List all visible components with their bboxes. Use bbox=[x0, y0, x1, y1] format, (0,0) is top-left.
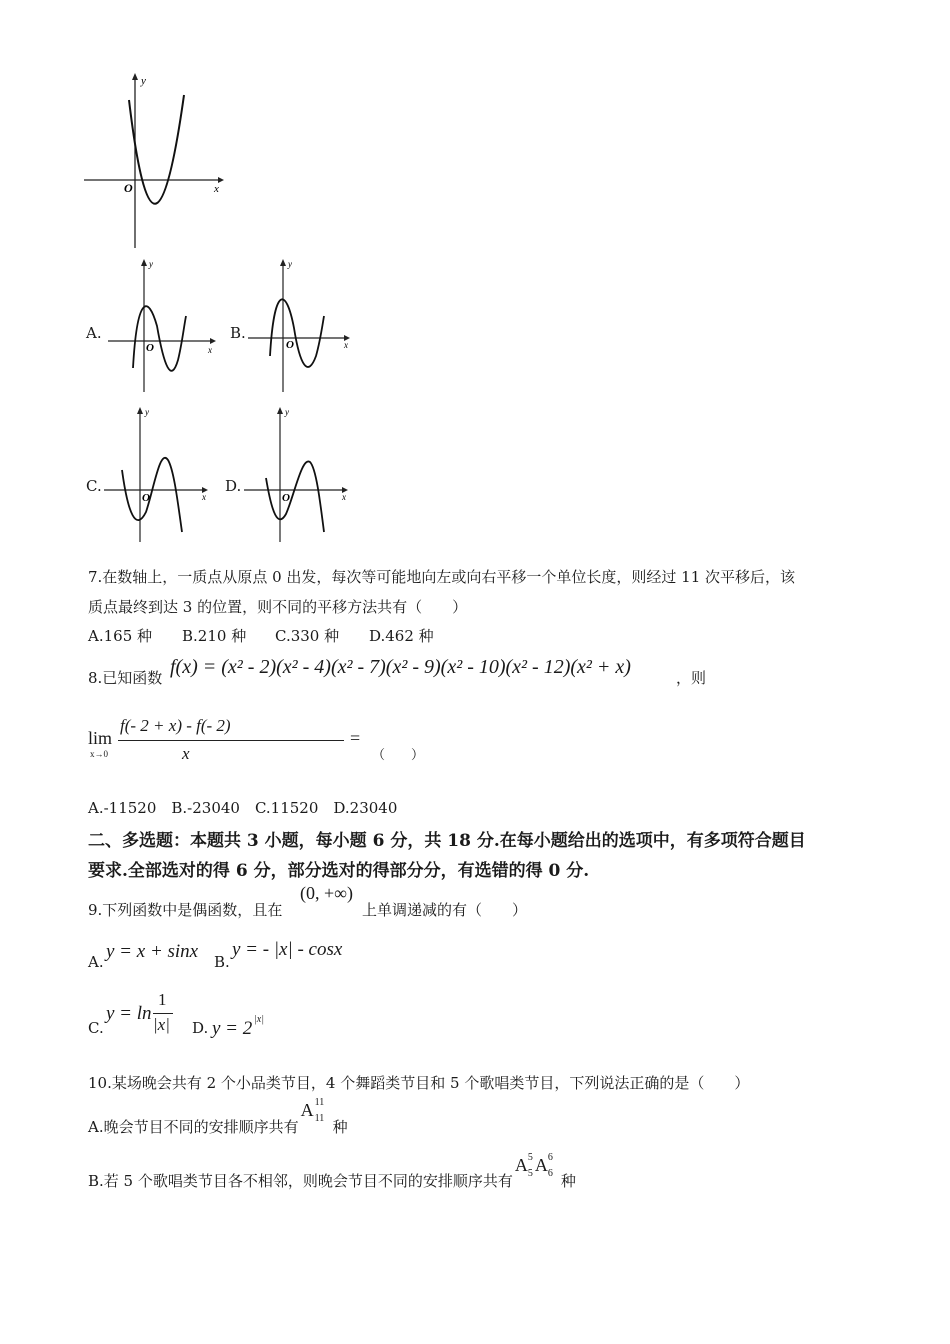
q9-option-c-label: C. bbox=[88, 1019, 104, 1037]
option-b-graph bbox=[246, 256, 358, 396]
q9-option-c-formula: y = ln bbox=[106, 1003, 152, 1024]
q9-suffix: 上单调递减的有（ ） bbox=[362, 901, 528, 919]
q8-options: A.-11520 B.-23040 C.11520 D.23040 bbox=[88, 799, 398, 817]
q9-option-b-label: B. bbox=[214, 953, 230, 971]
q7-line2: 质点最终到达 3 的位置，则不同的平移方法共有（ ） bbox=[88, 598, 468, 616]
parabola-curve bbox=[129, 95, 184, 204]
section2-line1: 二、多选题：本题共 3 小题，每小题 6 分，共 18 分.在每小题给出的选项中，有多项符合题目 bbox=[88, 831, 806, 851]
option-c-label: C. bbox=[86, 477, 102, 495]
q9-option-c-fraction-bar bbox=[153, 1013, 173, 1014]
svg-text:x: x bbox=[208, 345, 212, 355]
q7-option-c: C.330 种 bbox=[275, 627, 340, 645]
svg-text:O: O bbox=[146, 342, 154, 354]
q9-option-c-numerator: 1 bbox=[158, 990, 167, 1009]
q9-option-b-formula: y = - |x| - cosx bbox=[232, 939, 343, 960]
q9-option-c-denominator: |x| bbox=[153, 1015, 170, 1034]
q7-line1: 7.在数轴上，一质点从原点 0 出发，每次等可能地向左或向右平移一个单位长度，则经过 11 次平移后，该 bbox=[88, 568, 796, 586]
q9-prefix: 9.下列函数中是偶函数，且在 bbox=[88, 901, 283, 919]
q8-suffix: ，则 bbox=[676, 669, 707, 687]
q10-option-b: B.若 5 个歌唱类节目各不相邻，则晚会节目不同的安排顺序共有 A 5 5 A 6 6 种 bbox=[88, 1152, 576, 1190]
limit-symbol: lim bbox=[88, 728, 113, 748]
option-a-graph bbox=[106, 256, 218, 396]
option-d-curve bbox=[266, 461, 324, 532]
q9-option-a-formula: y = x + sinx bbox=[106, 941, 199, 962]
q9-interval: (0, +∞) bbox=[300, 883, 353, 903]
q9-option-a-label: A. bbox=[88, 953, 104, 971]
option-d-label: D. bbox=[225, 477, 242, 495]
q7-option-b: B.210 种 bbox=[182, 627, 247, 645]
option-b-label: B. bbox=[230, 324, 246, 342]
svg-text:y: y bbox=[145, 407, 149, 417]
q8-blank: （ ） bbox=[372, 748, 425, 763]
q10-option-b-text: B.若 5 个歌唱类节目各不相邻，则晚会节目不同的安排顺序共有 bbox=[88, 1172, 513, 1190]
option-c-graph bbox=[102, 404, 214, 546]
svg-text:x: x bbox=[202, 492, 206, 502]
limit-numerator: f(- 2 + x) - f(- 2) bbox=[120, 716, 231, 735]
section2-line2: 要求.全部选对的得 6 分，部分选对的得部分分，有选错的得 0 分. bbox=[88, 861, 590, 881]
q9-option-d-exponent: |x| bbox=[254, 1014, 264, 1025]
q8-prefix: 8.已知函数 bbox=[88, 669, 163, 687]
svg-text:O: O bbox=[282, 492, 290, 504]
svg-text:x: x bbox=[344, 340, 348, 350]
equals-sign: = bbox=[350, 728, 361, 748]
derivative-graph bbox=[84, 70, 224, 250]
option-a-label: A. bbox=[86, 324, 102, 342]
svg-text:O: O bbox=[286, 339, 294, 351]
q9-option-d-label: D. bbox=[192, 1019, 209, 1037]
limit-denominator: x bbox=[182, 744, 190, 763]
q7-option-d: D.462 种 bbox=[369, 627, 434, 645]
option-d-graph bbox=[242, 404, 354, 546]
fraction-bar bbox=[118, 740, 344, 741]
limit-subscript: x→0 bbox=[90, 749, 108, 759]
q7-option-a: A.165 种 bbox=[88, 627, 152, 645]
q10-option-a-permutation: A 11 11 bbox=[300, 1097, 325, 1124]
q9-option-d-formula: y = 2 bbox=[212, 1018, 253, 1039]
q10-option-a-text: A.晚会节目不同的安排顺序共有 bbox=[88, 1118, 299, 1136]
q10-stem: 10.某场晚会共有 2 个小品类节目，4 个舞蹈类节目和 5 个歌唱类节目，下列说法正确的是（ ） bbox=[88, 1074, 750, 1092]
x-label: x bbox=[214, 183, 219, 195]
q10-option-a: A.晚会节目不同的安排顺序共有 A 11 11 种 bbox=[88, 1097, 348, 1136]
origin-label: O bbox=[124, 181, 133, 195]
svg-text:x: x bbox=[342, 492, 346, 502]
svg-text:y: y bbox=[149, 259, 153, 269]
y-label: y bbox=[141, 75, 146, 87]
svg-text:y: y bbox=[285, 407, 289, 417]
option-c-curve bbox=[122, 458, 182, 532]
svg-text:O: O bbox=[142, 492, 150, 504]
option-b-curve bbox=[270, 299, 324, 367]
option-a-curve bbox=[133, 306, 186, 371]
svg-text:y: y bbox=[288, 259, 292, 269]
q10-option-b-permutation: A 5 5 A 6 6 bbox=[514, 1152, 553, 1179]
q8-function-formula: f(x) = (x² - 2)(x² - 4)(x² - 7)(x² - 9)(x² - 10)(x² - 12)(x² + x) bbox=[170, 656, 631, 678]
